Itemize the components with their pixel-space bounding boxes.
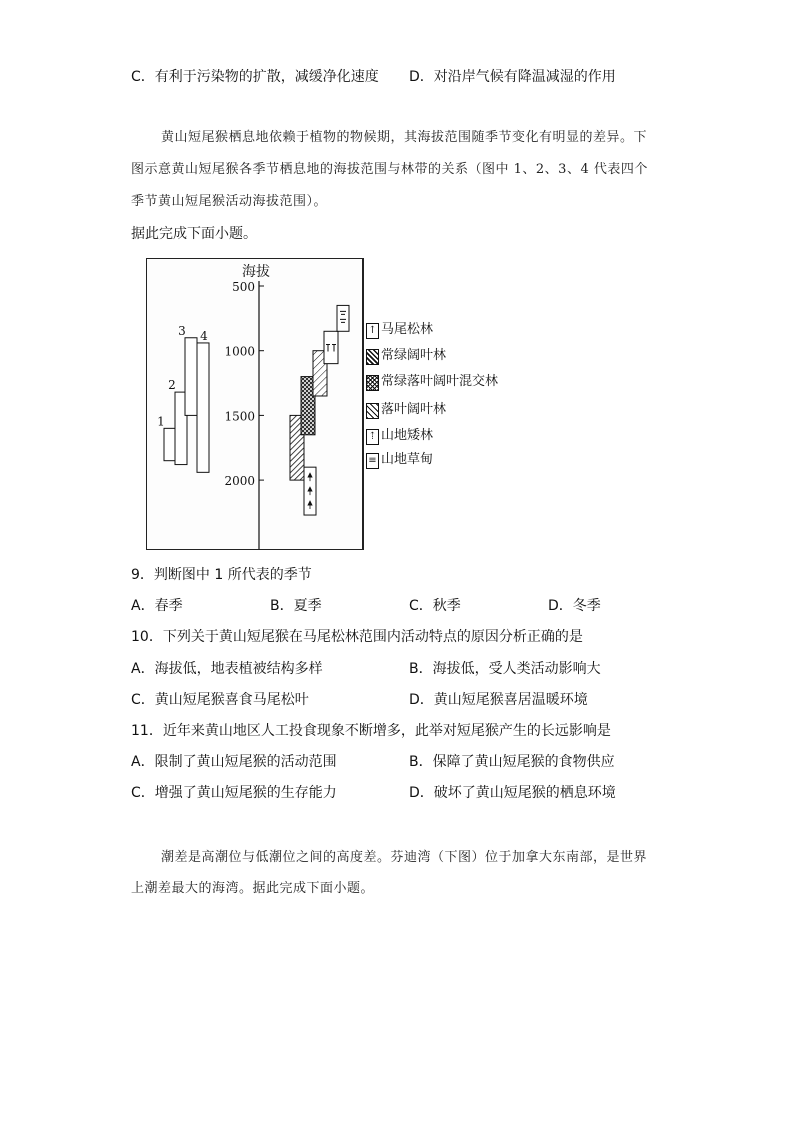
q11-option-c: C．增强了黄山短尾猴的生存能力 — [131, 785, 337, 801]
y-tick-label: 1500 — [224, 409, 255, 424]
passage2-line1: 潮差是高潮位与低潮位之间的高度差。芬迪湾（下图）位于加拿大东南部，是世界 — [161, 850, 648, 865]
belt-4 — [324, 331, 338, 363]
passage1-line2: 图示意黄山短尾猴各季节栖息地的海拔范围与林带的关系（图中 1、2、3、4 代表四个 — [131, 162, 648, 177]
altitude-chart — [147, 259, 362, 549]
q10-option-a: A．海拔低，地表植被结构多样 — [131, 661, 323, 677]
option-c-prev: C．有利于污染物的扩散，减缓净化速度 — [131, 69, 379, 85]
passage1-line1: 黄山短尾猴栖息地依赖于植物的物候期，其海拔范围随季节变化有明显的差异。下 — [161, 130, 648, 145]
deciduous-broadleaf-icon — [366, 403, 379, 419]
pine-forest-icon: ↑ — [366, 323, 379, 339]
evergreen-broadleaf-icon — [366, 349, 379, 365]
legend-label: 常绿落叶阔叶混交林 — [381, 374, 499, 389]
prompt-text: 据此完成下面小题。 — [131, 226, 257, 242]
q11-option-b: B．保障了黄山短尾猴的食物供应 — [409, 754, 615, 770]
belt-5 — [337, 305, 349, 331]
season-bar-3 — [185, 338, 197, 416]
legend-label: 马尾松林 — [381, 322, 434, 337]
y-tick-label: 1000 — [224, 344, 255, 359]
season-bar-4 — [197, 343, 209, 472]
mixed-forest-icon — [366, 375, 379, 391]
meadow-icon: ≡ — [366, 453, 379, 469]
y-axis-label: 海拔 — [242, 264, 270, 280]
y-tick-label: 2000 — [224, 474, 255, 489]
season-bar-1 — [164, 428, 176, 460]
shrub-icon: ⇡ — [366, 429, 379, 445]
season-label-1: 1 — [157, 414, 165, 429]
question-10: 10．下列关于黄山短尾猴在马尾松林范围内活动特点的原因分析正确的是 — [131, 629, 583, 645]
y-tick-label: 500 — [232, 280, 255, 294]
q10-option-c: C．黄山短尾猴喜食马尾松叶 — [131, 692, 309, 708]
question-11: 11．近年来黄山地区人工投食现象不断增多，此举对短尾猴产生的长远影响是 — [131, 723, 611, 739]
season-label-2: 2 — [168, 378, 176, 393]
passage1-line3: 季节黄山短尾猴活动海拔范围）。 — [131, 194, 328, 209]
q11-option-d: D．破坏了黄山短尾猴的栖息环境 — [409, 785, 616, 801]
q11-option-a: A．限制了黄山短尾猴的活动范围 — [131, 754, 337, 770]
q9-option-c: C．秋季 — [409, 598, 461, 614]
altitude-figure — [146, 258, 364, 550]
passage2-line2: 上潮差最大的海湾。据此完成下面小题。 — [131, 881, 375, 896]
legend-label: 山地矮林 — [381, 428, 434, 443]
season-label-3: 3 — [178, 323, 186, 338]
q9-option-a: A．春季 — [131, 598, 183, 614]
q10-option-d: D．黄山短尾猴喜居温暖环境 — [409, 692, 588, 708]
season-label-4: 4 — [200, 328, 208, 343]
q9-option-b: B．夏季 — [270, 598, 322, 614]
legend-label: 山地草甸 — [381, 452, 434, 467]
legend-label: 落叶阔叶林 — [381, 402, 447, 417]
q9-option-d: D．冬季 — [548, 598, 601, 614]
legend-label: 常绿阔叶林 — [381, 348, 447, 363]
q10-option-b: B．海拔低，受人类活动影响大 — [409, 661, 601, 677]
question-9: 9．判断图中 1 所代表的季节 — [131, 567, 312, 583]
option-d-prev: D．对沿岸气候有降温减湿的作用 — [409, 69, 616, 85]
